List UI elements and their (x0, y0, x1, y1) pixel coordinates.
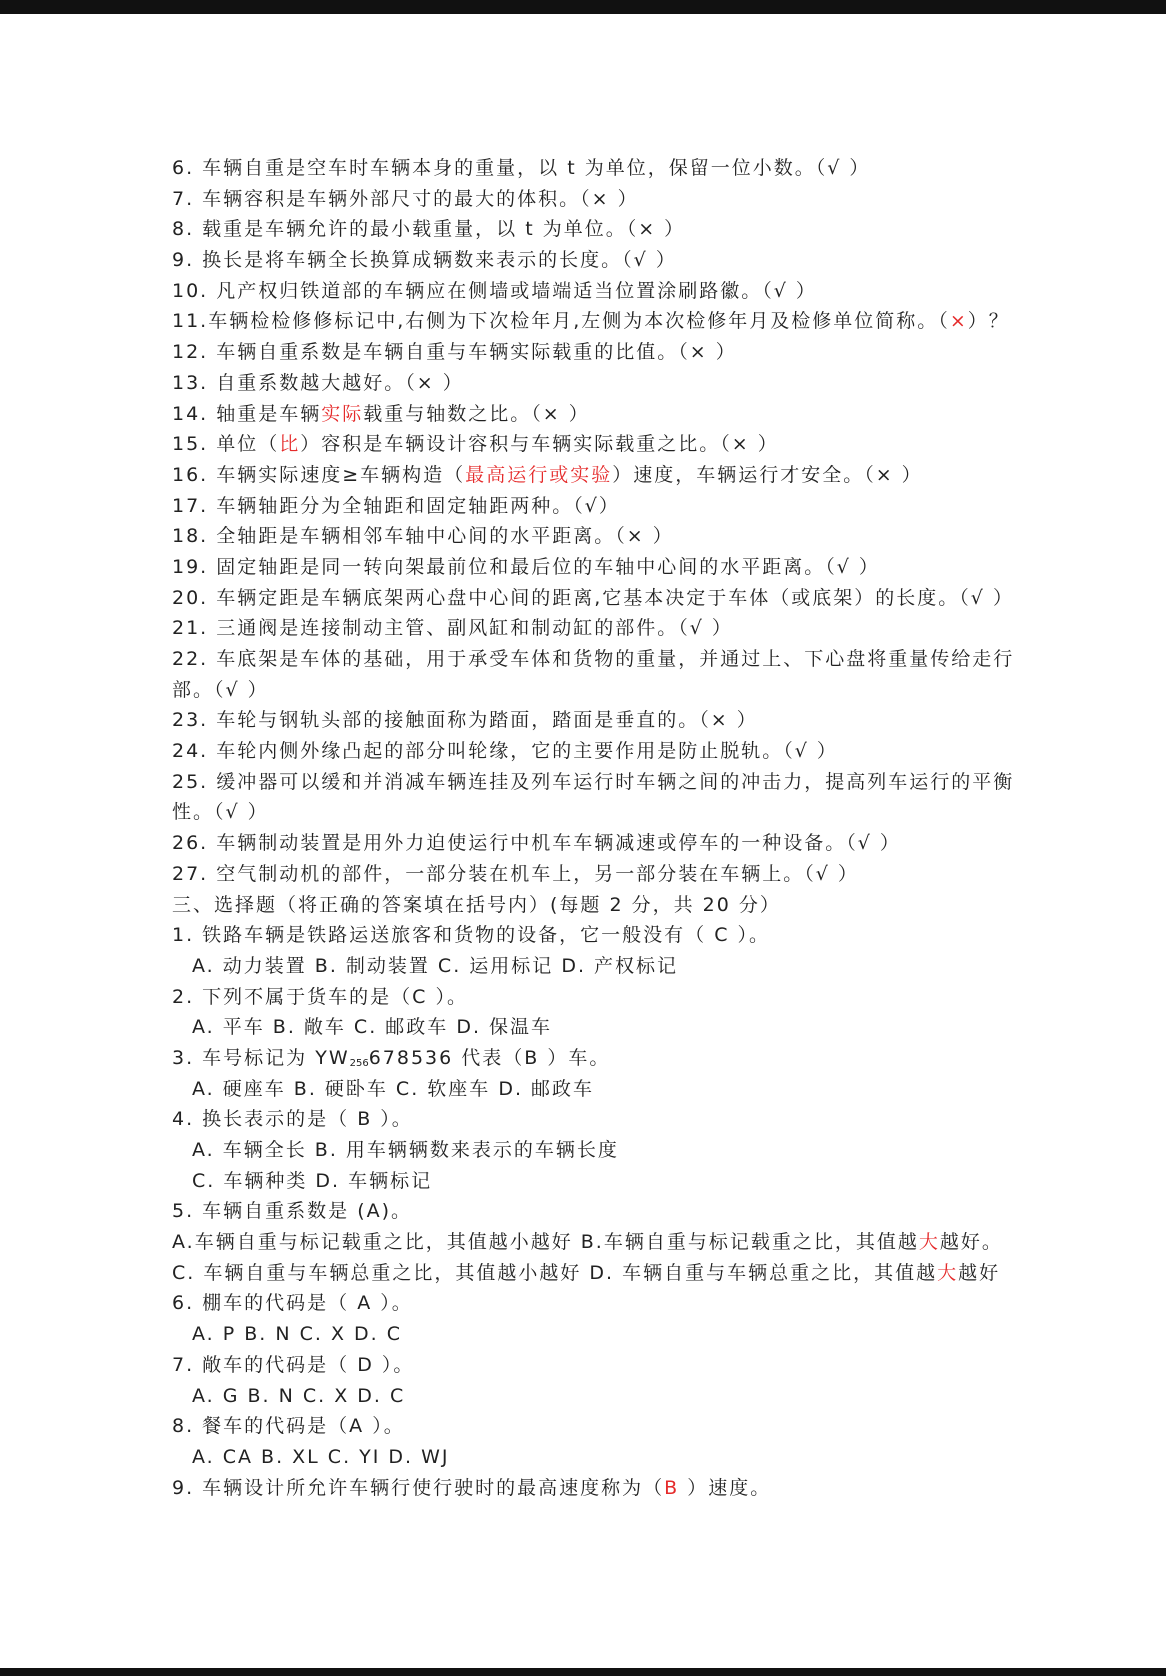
line-text: 8. 载重是车辆允许的最小载重量，以 t 为单位。（× ） (172, 218, 686, 241)
text-line (172, 767, 1015, 798)
red-annotation: 大 (918, 1231, 940, 1254)
red-annotation: 最高运行或实验 (465, 463, 613, 486)
red-annotation: × (949, 310, 968, 333)
text-line (172, 1135, 1002, 1166)
text-line (172, 705, 1002, 736)
line-text: C. 车辆种类 D. 车辆标记 (192, 1169, 433, 1192)
text-line (172, 920, 1002, 951)
line-text: 7. 敞车的代码是（ D ）。 (172, 1353, 415, 1376)
line-text: 27. 空气制动机的部件，一部分装在机车上，另一部分装在车辆上。（√ ） (172, 862, 859, 885)
line-text: 26. 车辆制动装置是用外力迫使运行中机车车辆减速或停车的一种设备。（√ ） (172, 832, 901, 855)
text-line (172, 1104, 1002, 1135)
line-text: 24. 车轮内侧外缘凸起的部分叫轮缘，它的主要作用是防止脱轨。（√ ） (172, 740, 838, 763)
text-line (172, 583, 1014, 614)
line-text: A. CA B. XL C. YI D. WJ (192, 1445, 450, 1468)
line-text: 21. 三通阀是连接制动主管、副风缸和制动缸的部件。（√ ） (172, 617, 733, 640)
text-line (172, 399, 1002, 430)
line-text: A. 平车 B. 敞车 C. 邮政车 D. 保温车 (192, 1016, 553, 1039)
line-text: 25. 缓冲器可以缓和并消减车辆连挂及列车运行时车辆之间的冲击力，提高列车运行的平衡 (172, 770, 1015, 793)
line-text: 三、选择题（将正确的答案填在括号内）(每题 2 分，共 20 分） (172, 893, 781, 916)
line-text: 5. 车辆自重系数是 (A)。 (172, 1200, 413, 1223)
text-line (172, 521, 1002, 552)
line-text: 1. 铁路车辆是铁路运送旅客和货物的设备，它一般没有（ C ）。 (172, 924, 771, 947)
bottom-black-bar (0, 1668, 1166, 1676)
text-line (172, 1473, 1002, 1504)
text-line (172, 890, 1002, 921)
line-text: ）容积是车辆设计容积与车辆实际载重之比。（× ） (300, 433, 779, 456)
text-line (172, 245, 1002, 276)
red-annotation: B (664, 1476, 680, 1499)
line-text: 10. 凡产权归铁道部的车辆应在侧墙或墙端适当位置涂刷路徽。（√ ） (172, 279, 817, 302)
line-text: A. G B. N C. X D. C (192, 1384, 406, 1407)
text-line (172, 736, 1002, 767)
text-line (172, 1166, 1002, 1197)
text-line (172, 214, 1002, 245)
line-text: ）速度，车辆运行才安全。（× ） (612, 463, 923, 486)
line-text: 11.车辆检检修修标记中,右侧为下次检年月,左侧为本次检修年月及检修单位简称。（ (172, 310, 950, 333)
text-line (172, 337, 1002, 368)
line-text: A.车辆自重与标记载重之比，其值越小越好 B.车辆自重与标记载重之比，其值越 (172, 1231, 919, 1254)
text-line (172, 613, 1002, 644)
line-text: 6. 棚车的代码是（ A ）。 (172, 1292, 413, 1315)
text-line (172, 951, 1002, 982)
text-line (172, 1288, 1002, 1319)
line-text: 性。（√ ） (172, 801, 269, 824)
subscript: 256 (349, 1057, 369, 1069)
text-line (172, 429, 1002, 460)
line-text: 19. 固定轴距是同一转向架最前位和最后位的车轴中心间的水平距离。（√ ） (172, 555, 880, 578)
line-text: 7. 车辆容积是车辆外部尺寸的最大的体积。（× ） (172, 187, 639, 210)
text-line (172, 184, 1002, 215)
red-annotation: 比 (279, 433, 301, 456)
line-text: 23. 车轮与钢轨头部的接触面称为踏面，踏面是垂直的。（× ） (172, 709, 758, 732)
text-line (172, 1411, 1002, 1442)
text-line (172, 460, 1002, 491)
text-line (172, 1043, 1002, 1074)
line-text: A. 车辆全长 B. 用车辆辆数来表示的车辆长度 (192, 1139, 619, 1161)
line-text: 4. 换长表示的是（ B ）。 (172, 1108, 413, 1131)
line-text: 14. 轴重是车辆 (172, 402, 322, 425)
line-text: 越好。 (939, 1231, 1003, 1254)
line-text: 越好 (958, 1261, 1001, 1284)
line-text: ）？ (967, 310, 1010, 333)
text-line (172, 306, 1010, 337)
document-body (172, 153, 1015, 1503)
text-line (172, 1227, 1002, 1258)
line-text: 部。（√ ） (172, 678, 269, 701)
text-line (172, 1074, 1002, 1105)
red-annotation: 实际 (321, 402, 364, 425)
line-text: 16. 车辆实际速度≥车辆构造（ (172, 463, 466, 486)
line-text: 12. 车辆自重系数是车辆自重与车辆实际载重的比值。（× ） (172, 341, 737, 364)
line-text: 20. 车辆定距是车辆底架两心盘中心间的距离,它基本决定于车体（或底架）的长度。（√ ） (172, 586, 1014, 609)
line-text: 9. 车辆设计所允许车辆行使行驶时的最高速度称为（ (172, 1476, 665, 1499)
text-line (172, 675, 1002, 706)
text-line (172, 1319, 1002, 1350)
line-text: A. 动力装置 B. 制动装置 C. 运用标记 D. 产权标记 (192, 954, 679, 977)
text-line (172, 1196, 1002, 1227)
line-text: 13. 自重系数越大越好。（× ） (172, 371, 464, 394)
text-line (172, 1442, 1002, 1473)
line-text: A. 硬座车 B. 硬卧车 C. 软座车 D. 邮政车 (192, 1077, 595, 1100)
line-text: 17. 车辆轴距分为全轴距和固定轴距两种。（√） (172, 494, 620, 517)
text-line (172, 276, 1002, 307)
top-black-bar (0, 0, 1166, 14)
text-line (172, 982, 1002, 1013)
text-line (172, 1012, 1002, 1043)
text-line (172, 1350, 1002, 1381)
line-text: 6. 车辆自重是空车时车辆本身的重量，以 t 为单位，保留一位小数。（√ ） (172, 157, 871, 179)
text-line (172, 491, 1002, 522)
line-text: 3. 车号标记为 YW (172, 1046, 350, 1069)
line-text: C. 车辆自重与车辆总重之比，其值越小越好 D. 车辆自重与车辆总重之比，其值越 (172, 1261, 938, 1284)
text-line (172, 828, 1002, 859)
line-text: ）速度。 (679, 1476, 772, 1499)
line-text: 18. 全轴距是车辆相邻车轴中心间的水平距离。（× ） (172, 525, 674, 548)
text-line (172, 153, 1002, 184)
line-text: 678536 代表（B ）车。 (368, 1046, 611, 1069)
text-line (172, 797, 1002, 828)
text-line (172, 552, 1002, 583)
text-line (172, 368, 1002, 399)
line-text: 9. 换长是将车辆全长换算成辆数来表示的长度。（√ ） (172, 249, 677, 272)
line-text: 2. 下列不属于货车的是（C ）。 (172, 985, 468, 1008)
red-annotation: 大 (937, 1261, 959, 1284)
line-text: 8. 餐车的代码是（A ）。 (172, 1415, 405, 1438)
text-line (172, 644, 1015, 675)
line-text: 载重与轴数之比。（× ） (363, 402, 590, 425)
text-line (172, 1381, 1002, 1412)
text-line (172, 859, 1002, 890)
line-text: A. P B. N C. X D. C (192, 1323, 402, 1346)
text-line (172, 1258, 1002, 1289)
line-text: 15. 单位（ (172, 433, 280, 456)
line-text: 22. 车底架是车体的基础，用于承受车体和货物的重量，并通过上、下心盘将重量传给走行 (172, 648, 1015, 670)
